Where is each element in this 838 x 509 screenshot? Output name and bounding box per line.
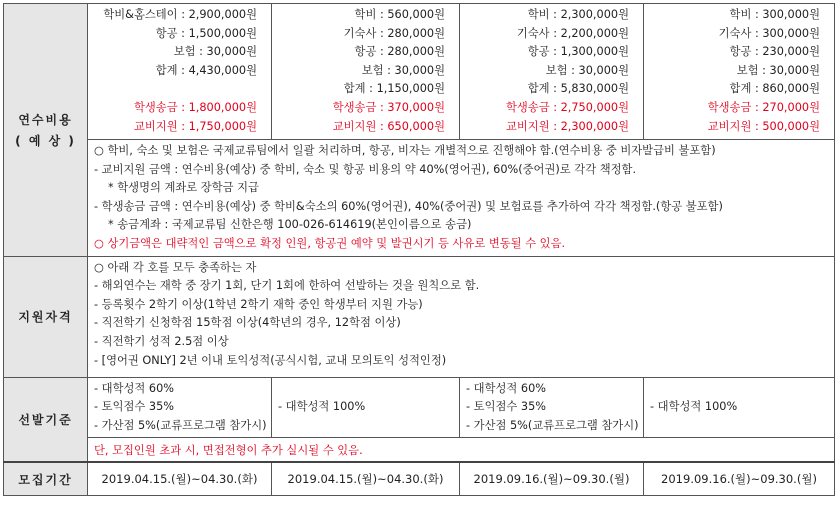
recruit-period-4: 2019.09.16.(월)~09.30.(월): [644, 462, 835, 496]
cost-line: 보험 : 30,000원: [545, 63, 629, 77]
eligibility-content: [88, 256, 835, 377]
selection-note-row: [4, 438, 835, 462]
student-remit: 학생송금 : 270,000원: [707, 100, 820, 114]
cost-notes-row: [4, 140, 835, 257]
selection-heading: 선발기준: [4, 377, 88, 462]
selection-row: [4, 377, 835, 438]
criteria-line: - 가산점 5%(교류프로그램 참가시): [466, 418, 639, 432]
eligibility-line: - [영어권 ONLY] 2년 이내 토익성적(공식시험, 교내 모의토익 성적인정): [94, 353, 447, 367]
eligibility-line: ○ 아래 각 호를 모두 충족하는 자: [94, 260, 257, 274]
school-support: 교비지원 : 1,750,000원: [133, 119, 257, 133]
cost-line: 기숙사 : 2,200,000원: [516, 26, 629, 40]
cost-line: 기숙사 : 280,000원: [343, 26, 445, 40]
selection-cell-3: [460, 377, 644, 438]
criteria-line: - 토익점수 35%: [94, 400, 175, 414]
school-support: 교비지원 : 2,300,000원: [505, 119, 629, 133]
cost-heading-line1: 연수비용: [18, 112, 73, 127]
note-line-warning: ○ 상기금액은 대략적인 금액으로 확정 인원, 항공권 예약 및 발권시기 등 사유로 변동될 수 있음.: [94, 236, 566, 250]
cost-line: 기숙사 : 300,000원: [718, 26, 820, 40]
cost-line: 합계 : 5,830,000원: [527, 82, 629, 96]
program-info-table: [3, 3, 835, 496]
cost-line: 합계 : 1,150,000원: [343, 82, 445, 96]
cost-line: 항공 : 280,000원: [354, 45, 445, 59]
cost-cell-program-3: [460, 4, 644, 140]
student-remit: 학생송금 : 2,750,000원: [505, 100, 629, 114]
cost-line: 학비&홈스테이 : 2,900,000원: [103, 8, 257, 21]
eligibility-line: - 직전학기 신청학점 15학점 이상(4학년의 경우, 12학점 이상): [94, 316, 401, 330]
cost-line: 항공 : 1,300,000원: [527, 45, 629, 59]
recruit-period-2: 2019.04.15.(월)~04.30.(화): [272, 462, 460, 496]
cost-line: 보험 : 30,000원: [173, 45, 257, 59]
recruit-period-3: 2019.09.16.(월)~09.30.(월): [460, 462, 644, 496]
student-remit: 학생송금 : 1,800,000원: [133, 100, 257, 114]
selection-cell-4: [644, 377, 835, 438]
cost-line: 학비 : 300,000원: [729, 8, 820, 21]
note-line: - 학생송금 금액 : 연수비용(예상) 중 학비&숙소의 60%(영어권), 40%(중어권) 및 보험료를 추가하여 각각 책정함.(항공 불포함): [94, 199, 723, 213]
criteria-line: - 대학성적 100%: [650, 400, 738, 414]
criteria-line: - 대학성적 60%: [466, 381, 547, 395]
cost-line: 보험 : 30,000원: [361, 63, 445, 77]
eligibility-line: - 해외연수는 재학 중 장기 1회, 단기 1회에 한하여 선발하는 것을 원칙으로 함.: [94, 279, 480, 293]
cost-line: 합계 : 4,430,000원: [155, 63, 257, 77]
cost-cell-program-2: [272, 4, 460, 140]
cost-line: 항공 : 230,000원: [729, 45, 820, 59]
cost-notes: [88, 140, 835, 257]
eligibility-row: [4, 256, 835, 377]
eligibility-line: - 등록횟수 2학기 이상(1학년 2학기 재학 중인 학생부터 지원 가능): [94, 297, 423, 311]
criteria-line: - 가산점 5%(교류프로그램 참가시): [94, 418, 267, 432]
cost-cell-program-1: [88, 4, 272, 140]
cost-line: 항공 : 1,500,000원: [155, 26, 257, 40]
eligibility-heading: 지원자격: [4, 256, 88, 377]
school-support: 교비지원 : 650,000원: [332, 119, 445, 133]
recruit-row: [4, 462, 835, 496]
cost-line: 학비 : 560,000원: [354, 8, 445, 21]
eligibility-line: - 직전학기 성적 2.5점 이상: [94, 334, 229, 348]
note-line: ○ 학비, 숙소 및 보험은 국제교류팀에서 일괄 처리하며, 항공, 비자는 개별적으로 진행해야 함.(연수비용 중 비자발급비 불포함): [94, 144, 716, 157]
cost-line: [96, 80, 257, 99]
note-line: * 송금계좌 : 국제교류팀 신한은행 100-026-614619(본인이름으로 송금): [108, 218, 472, 232]
criteria-line: - 대학성적 60%: [94, 381, 175, 395]
cost-line: 학비 : 2,300,000원: [527, 8, 629, 21]
student-remit: 학생송금 : 370,000원: [332, 100, 445, 114]
note-line: - 교비지원 금액 : 연수비용(예상) 중 학비, 숙소 및 항공 비용의 약 40%(영어권), 60%(중어권)로 각각 책정함.: [94, 162, 637, 176]
cost-heading: [4, 4, 88, 257]
cost-line: 합계 : 860,000원: [729, 82, 820, 96]
cost-row: [4, 4, 835, 140]
recruit-heading: 모집기간: [4, 462, 88, 496]
note-line: * 학생명의 계좌로 장학금 지급: [108, 181, 259, 195]
recruit-period-1: 2019.04.15.(월)~04.30.(화): [88, 462, 272, 496]
cost-heading-line2: ( 예 상 ): [15, 133, 76, 148]
selection-cell-1: [88, 377, 272, 438]
cost-line: 보험 : 30,000원: [736, 63, 820, 77]
cost-cell-program-4: [644, 4, 835, 140]
criteria-line: - 대학성적 100%: [278, 400, 366, 414]
selection-note: 단, 모집인원 초과 시, 면접전형이 추가 실시될 수 있음.: [88, 438, 835, 462]
criteria-line: - 토익점수 35%: [466, 400, 547, 414]
selection-cell-2: [272, 377, 460, 438]
school-support: 교비지원 : 500,000원: [707, 119, 820, 133]
